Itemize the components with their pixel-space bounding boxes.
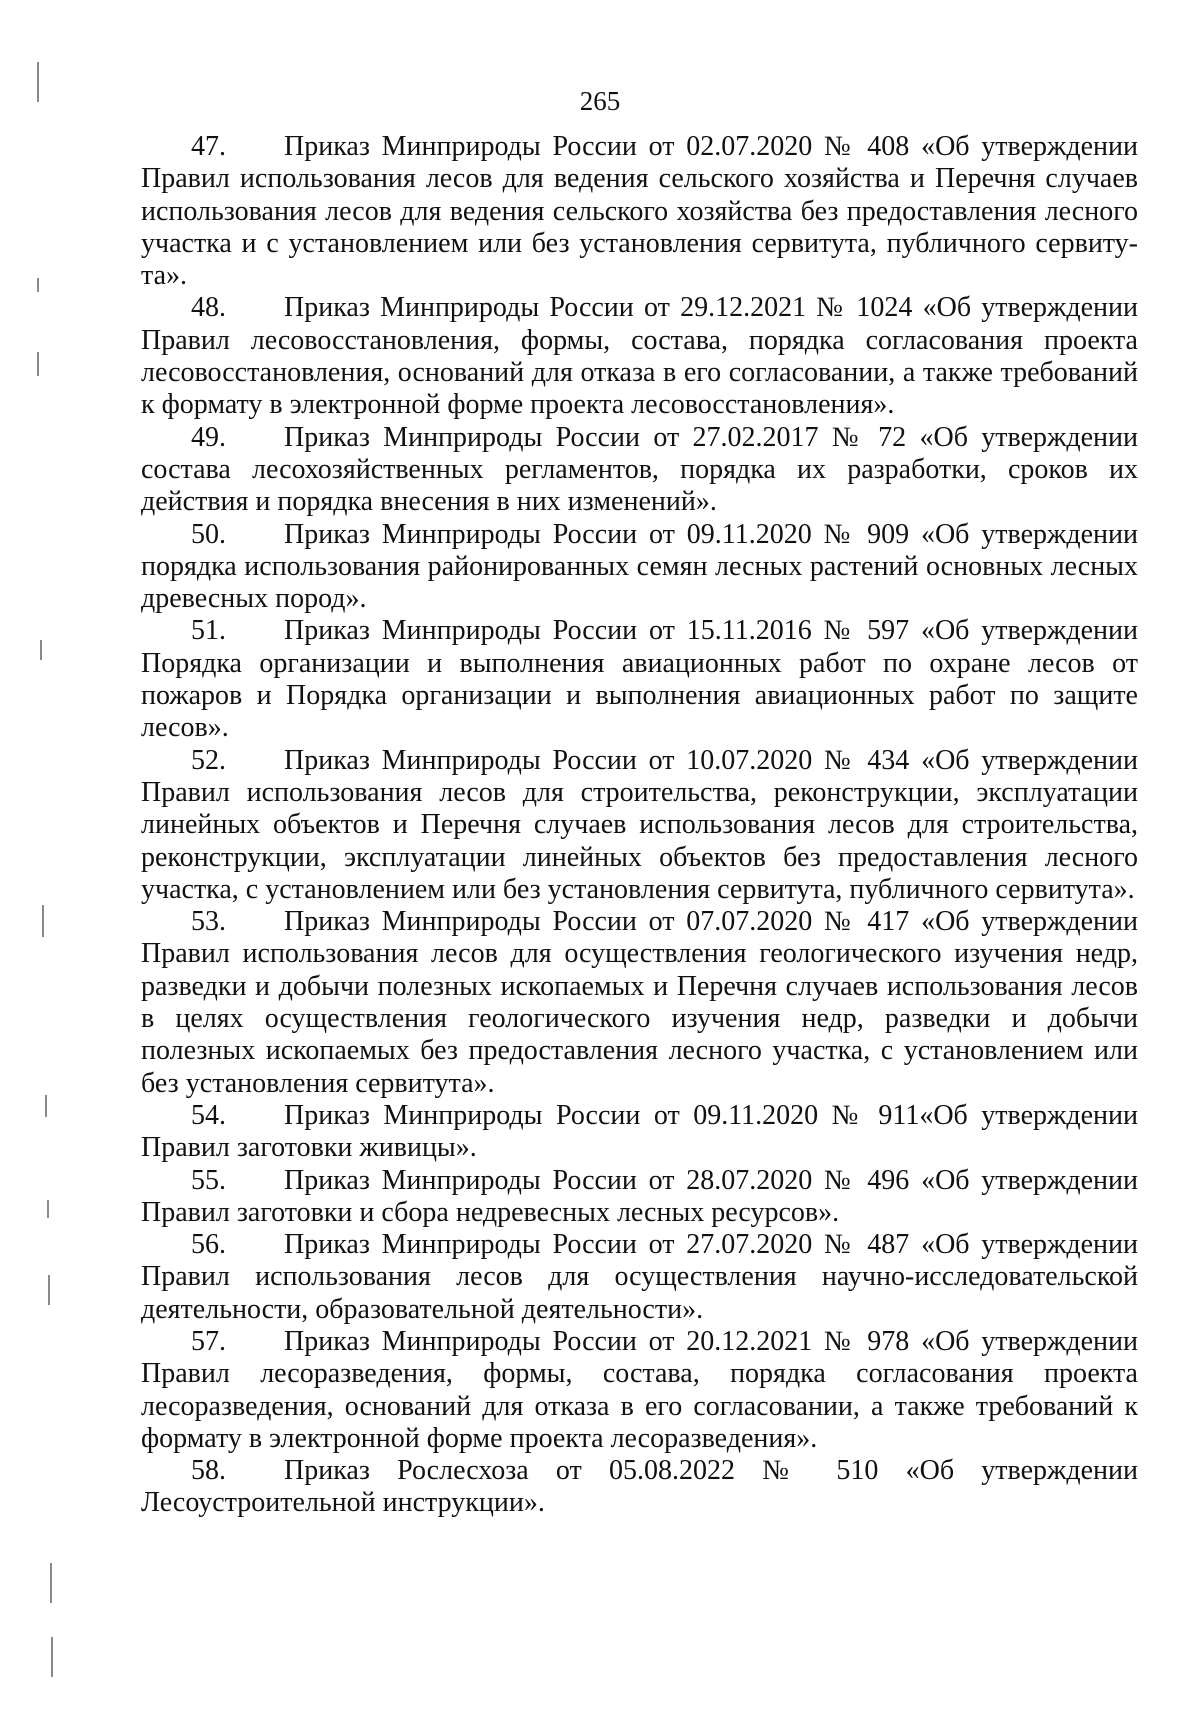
item-number: 55. (191, 1164, 226, 1196)
scan-margin-mark (42, 905, 44, 937)
item-number: 52. (191, 744, 226, 776)
list-item (141, 745, 1138, 906)
scan-margin-mark (37, 352, 39, 376)
scan-margin-mark (48, 1275, 50, 1305)
item-number: 54. (191, 1099, 226, 1131)
list-item (141, 519, 1138, 616)
item-number: 50. (191, 518, 226, 550)
list-item (141, 615, 1138, 744)
item-text: Приказ Минприроды России от 02.07.2020 № 408 «Об утверждении Правил использования лесов для ведения сельского хозяйства и Перечня случаев использования лесов для ведения сельского хозяйства без предоставления лесного участка и с установлением или без установления сервитута, публичного сервиту-та». (141, 131, 1138, 292)
item-number: 51. (191, 615, 226, 647)
list-item (141, 1326, 1138, 1455)
item-text: Приказ Минприроды России от 29.12.2021 № 1024 «Об утверждении Правил лесовосстановления, формы, состава, порядка согласования проекта лесовосстановления, оснований для отказа в его согласовании, а также требований к формату в электронной форме проекта лесовосстановления». (141, 292, 1138, 421)
list-item (141, 292, 1138, 421)
list-item (141, 906, 1138, 1100)
item-text: Приказ Минприроды России от 27.07.2020 № 487 «Об утверждении Правил использования лесов для осуществления научно-исследовательской деятельности, образовательной деятельности». (141, 1229, 1138, 1325)
list-item (141, 1229, 1138, 1326)
scan-margin-mark (45, 1095, 47, 1117)
item-number: 47. (191, 131, 226, 162)
scan-margin-mark (47, 1200, 49, 1218)
list-item (141, 422, 1138, 519)
list-item (141, 1100, 1138, 1165)
list-item (141, 1165, 1138, 1230)
item-text: Приказ Минприроды России от 09.11.2020 № 911«Об утверждении Правил заготовки живицы». (141, 1099, 1138, 1164)
item-text: Приказ Минприроды России от 10.07.2020 № 434 «Об утверждении Правил использования лесов для строительства, реконструкции, эксплуатации линейных объектов и Перечня случаев использования лесов для строительства, реконструкции, эксплуатации линейных объектов без предоставления лесного участка, с установлением или без установления сервитута, публичного сервитута». (141, 744, 1138, 905)
item-number: 56. (191, 1229, 226, 1261)
scan-margin-mark (40, 640, 42, 660)
item-number: 57. (191, 1325, 226, 1357)
item-number: 49. (191, 421, 226, 453)
reference-list (141, 131, 1138, 1520)
item-text: Приказ Минприроды России от 09.11.2020 № 909 «Об утверждении порядка использования районированных семян лесных растений основных лесных древесных пород». (141, 518, 1138, 615)
item-text: Приказ Минприроды России от 27.02.2017 № 72 «Об утверждении состава лесохозяйственных регламентов, порядка их разработки, сроков их действия и порядка внесения в них изменений». (141, 421, 1138, 518)
page-number: 265 (579, 86, 621, 116)
scan-margin-mark (50, 1563, 52, 1603)
item-text: Приказ Рослесхоза от 05.08.2022 № 510 «Об утверждении Лесоустроительной инструкции». (141, 1455, 1138, 1519)
scan-margin-mark (37, 278, 39, 292)
list-item (141, 131, 1138, 292)
item-number: 53. (191, 906, 226, 938)
scan-margin-mark (51, 1637, 53, 1677)
item-text: Приказ Минприроды России от 28.07.2020 № 496 «Об утверждении Правил заготовки и сбора недревесных лесных ресурсов». (141, 1164, 1138, 1228)
item-text: Приказ Минприроды России от 20.12.2021 № 978 «Об утверждении Правил лесоразведения, формы, состава, порядка согласования проекта лесоразведения, оснований для отказа в его согласовании, а также требований к формату в электронной форме проекта лесоразведения». (141, 1325, 1138, 1454)
item-number: 58. (191, 1455, 226, 1487)
item-number: 48. (191, 292, 226, 324)
item-text: Приказ Минприроды России от 15.11.2016 № 597 «Об утверждении Порядка организации и выполнения авиационных работ по охране лесов от пожаров и Порядка организации и выполнения авиационных работ по защите лесов». (141, 615, 1138, 744)
list-item (141, 1455, 1138, 1520)
item-text: Приказ Минприроды России от 07.07.2020 № 417 «Об утверждении Правил использования лесов для осуществления геологического изучения недр, разведки и добычи полезных ископаемых и Перечня случаев использования лесов в целях осуществления геологического изучения недр, разведки и добычи полезных ископаемых без предоставления лесного участка, с установлением или без установления сервитута». (141, 906, 1138, 1099)
